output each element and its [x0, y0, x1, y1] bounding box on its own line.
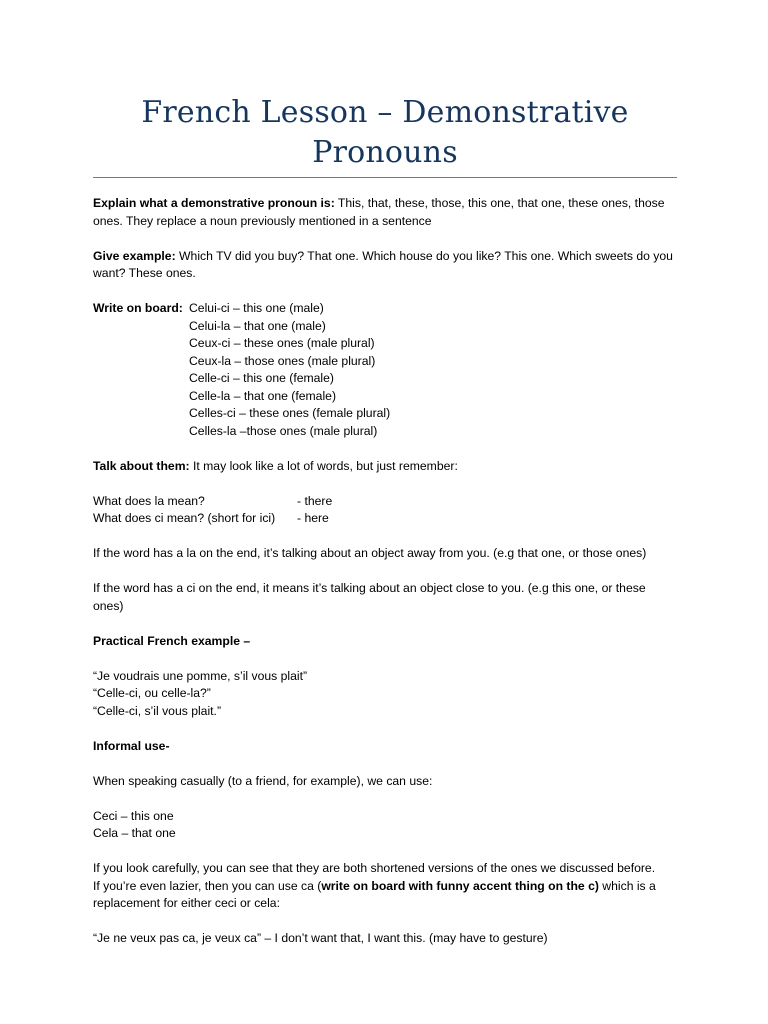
lazier-board-note: write on board with funny accent thing on the c) [321, 878, 599, 893]
board-row [93, 300, 677, 318]
informal-item: Cela – that one [93, 826, 176, 840]
board-row [93, 370, 677, 388]
talk-label: Talk about them: [93, 458, 190, 473]
lazier-paragraph [93, 878, 677, 913]
explain-text: This, that, these, those, this one, that one, these ones, those ones. They replace a noun previously mentioned in a sentence [93, 196, 665, 228]
dialogue-line: “Celle-ci, ou celle-la?” [93, 686, 211, 700]
example-paragraph [93, 248, 677, 283]
board-item: Celui-la – that one (male) [189, 318, 326, 333]
informal-list [93, 808, 677, 843]
lazier-text-end: which is a replacement for either ceci or cela: [93, 878, 656, 910]
meaning-row [93, 493, 677, 511]
example-text: Which TV did you buy? That one. Which house do you like? This one. Which sweets do you want? These ones. [93, 248, 673, 280]
board-row [93, 353, 677, 371]
board-item: Celui-ci – this one (male) [189, 301, 324, 315]
board-item: Celles-la –those ones (male plural) [189, 423, 378, 438]
board-row [93, 388, 677, 406]
board-item: Ceux-ci – these ones (male plural) [189, 336, 375, 350]
lazier-text-start: If you’re even lazier, then you can use ca ( [93, 878, 322, 893]
board-item: Ceux-la – those ones (male plural) [189, 353, 376, 368]
informal-heading: Informal use- [93, 738, 170, 753]
board-row [93, 423, 677, 441]
board-label: Write on board: [93, 301, 183, 315]
informal-intro: When speaking casually (to a friend, for example), we can use: [93, 773, 433, 788]
board-item: Celle-la – that one (female) [189, 388, 336, 403]
talk-paragraph [93, 458, 677, 476]
dialogue-line: “Celle-ci, s’il vous plait.” [93, 703, 221, 718]
explain-paragraph [93, 195, 677, 230]
practical-dialogue [93, 668, 677, 721]
document-body [93, 195, 677, 965]
page-title: French Lesson – Demonstrative Pronouns [141, 95, 629, 170]
board-row [93, 318, 677, 336]
meaning-answer: - there [297, 493, 333, 508]
example-label: Give example: [93, 248, 176, 263]
meaning-answer: - here [297, 511, 329, 525]
board-row [93, 335, 677, 353]
explain-label: Explain what a demonstrative pronoun is: [93, 196, 335, 210]
practical-heading: Practical French example – [93, 633, 251, 648]
meaning-row [93, 510, 677, 528]
meaning-question: What does ci mean? (short for ici) [93, 511, 276, 525]
final-example: “Je ne veux pas ca, je veux ca” – I don’t want that, I want this. (may have to gesture) [93, 931, 548, 945]
talk-text: It may look like a lot of words, but just remember: [189, 458, 458, 473]
board-list [93, 300, 677, 440]
title-underline [93, 177, 677, 178]
informal-explanation [93, 860, 677, 913]
board-row [93, 405, 677, 423]
board-item: Celles-ci – these ones (female plural) [189, 406, 391, 420]
shortened-paragraph: If you look carefully, you can see that they are both shortened versions of the ones we discussed before. [93, 861, 656, 875]
informal-item: Ceci – this one [93, 808, 174, 823]
board-item: Celle-ci – this one (female) [189, 371, 334, 385]
dialogue-line: “Je voudrais une pomme, s’il vous plait” [93, 668, 308, 683]
la-rule-paragraph: If the word has a la on the end, it’s talking about an object away from you. (e.g that one, or those ones) [93, 546, 647, 560]
meaning-question: What does la mean? [93, 493, 205, 508]
ci-rule-paragraph: If the word has a ci on the end, it means it’s talking about an object close to you. (e.g this one, or these ones) [93, 581, 646, 613]
meaning-list [93, 493, 677, 528]
